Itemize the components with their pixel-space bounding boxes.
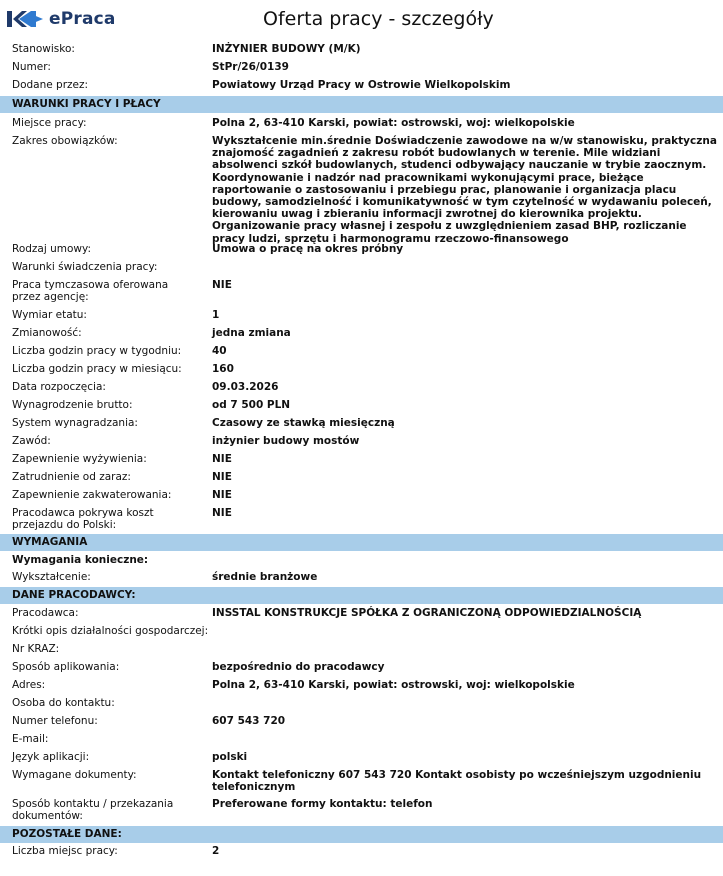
detail-label: Data rozpoczęcia: — [12, 381, 106, 393]
detail-label: Nr KRAZ: — [12, 643, 60, 655]
detail-value: od 7 500 PLN — [212, 399, 291, 411]
detail-row-numer — [0, 61, 723, 79]
detail-row-zakwaterowanie — [0, 489, 723, 507]
detail-value: 40 — [212, 345, 227, 357]
detail-value: 2 — [212, 845, 220, 857]
detail-row-opis-dzialalnosci — [0, 625, 723, 643]
detail-row-wyksztalcenie — [0, 571, 723, 587]
detail-label: Język aplikacji: — [12, 751, 90, 763]
logo-text: ePraca — [49, 9, 116, 29]
detail-label: Sposób kontaktu / przekazania dokumentów: — [12, 798, 174, 822]
detail-label: Liczba godzin pracy w miesiącu: — [12, 363, 182, 375]
section-header-warunki: WARUNKI PRACY I PŁACY — [0, 96, 723, 113]
section-header-pozostale: POZOSTAŁE DANE: — [0, 826, 723, 843]
detail-label: Rodzaj umowy: — [12, 243, 91, 255]
detail-value: NIE — [212, 453, 232, 465]
detail-label: System wynagradzania: — [12, 417, 138, 429]
detail-value: Preferowane formy kontaktu: telefon — [212, 798, 433, 810]
detail-label: Numer: — [12, 61, 51, 73]
detail-row-od-zaraz — [0, 471, 723, 489]
detail-label: Osoba do kontaktu: — [12, 697, 115, 709]
detail-value: Polna 2, 63-410 Karski, powiat: ostrowski, woj: wielkopolskie — [212, 117, 575, 129]
detail-row-sposob-kontaktu — [0, 798, 723, 826]
detail-row-godziny-tydzien — [0, 345, 723, 363]
detail-label: Zmianowość: — [12, 327, 82, 339]
section-header-dane-pracodawcy: DANE PRACODAWCY: — [0, 587, 723, 604]
detail-value: INŻYNIER BUDOWY (M/K) — [212, 43, 361, 55]
detail-value: 09.03.2026 — [212, 381, 279, 393]
subheading-wymagania-konieczne: Wymagania konieczne: — [12, 554, 149, 566]
detail-label: Zawód: — [12, 435, 51, 447]
detail-row-dodane-przez — [0, 79, 723, 95]
detail-row-wynagrodzenie — [0, 399, 723, 417]
detail-row-zawod — [0, 435, 723, 453]
detail-label: Liczba godzin pracy w tygodniu: — [12, 345, 182, 357]
page-title: Oferta pracy - szczegóły — [263, 8, 494, 30]
detail-value: NIE — [212, 507, 232, 519]
detail-row-praca-tymczasowa — [0, 279, 723, 309]
detail-row-liczba-miejsc — [0, 845, 723, 861]
detail-label: Stanowisko: — [12, 43, 75, 55]
detail-label: Wynagrodzenie brutto: — [12, 399, 133, 411]
detail-row-jezyk — [0, 751, 723, 769]
detail-label: Adres: — [12, 679, 46, 691]
detail-label: Warunki świadczenia pracy: — [12, 261, 158, 273]
detail-row-rodzaj-umowy — [0, 243, 723, 261]
detail-value: NIE — [212, 279, 232, 291]
detail-row-miejsce-pracy — [0, 117, 723, 135]
detail-label: Liczba miejsc pracy: — [12, 845, 118, 857]
detail-row-telefon — [0, 715, 723, 733]
detail-label: Pracodawca: — [12, 607, 79, 619]
detail-row-pracodawca — [0, 607, 723, 625]
detail-value: NIE — [212, 489, 232, 501]
detail-row-wymiar-etatu — [0, 309, 723, 327]
detail-value: Umowa o pracę na okres próbny — [212, 243, 404, 255]
detail-row-warunki-swiadczenia — [0, 261, 723, 279]
detail-value: 607 543 720 — [212, 715, 286, 727]
detail-label: Pracodawca pokrywa koszt przejazdu do Polski: — [12, 507, 154, 531]
detail-row-wyzywienie — [0, 453, 723, 471]
detail-value: jedna zmiana — [212, 327, 291, 339]
detail-label: Wymagane dokumenty: — [12, 769, 137, 781]
detail-label: Zatrudnienie od zaraz: — [12, 471, 131, 483]
detail-value: Wykształcenie min.średnie Doświadczenie zawodowe na w/w stanowisku, praktyczna znajomość zagadnień z zakresu robót budowlanych w terenie. Mile widziani absolwenci szkół budowlanych, studenci odbywający nauczanie w trybie zaocznym. Koordynowanie i nadzór nad pracownikami wykonującymi prace, bieżące raportowanie o zastosowaniu i przebiegu prac, planowanie i organizacja placu budowy, samodzielność i komunikatywność w tym czytelność w wydawaniu poleceń, kierowaniu uwag i zbieraniu informacji zwrotnej do kierownika projektu. Organizowanie pracy własnej i zespołu z uwzględnieniem zasad BHP, rozliczanie pracy ludzi, sprzętu i harmonogramu rzeczowo-finansowego — [212, 135, 717, 245]
detail-row-email — [0, 733, 723, 751]
epraca-logo[interactable] — [5, 8, 116, 30]
detail-label: Wymiar etatu: — [12, 309, 87, 321]
detail-row-koszt-przejazdu — [0, 507, 723, 534]
detail-row-sposob-aplikowania — [0, 661, 723, 679]
detail-value: 1 — [212, 309, 220, 321]
detail-value: NIE — [212, 471, 232, 483]
detail-row-adres — [0, 679, 723, 697]
page-header — [0, 0, 723, 40]
detail-label: Zakres obowiązków: — [12, 135, 118, 147]
detail-value: Kontakt telefoniczny 607 543 720 Kontakt osobisty po wcześniejszym uzgodnieniu telefonicznym — [212, 769, 702, 793]
detail-value: polski — [212, 751, 248, 763]
detail-value: Powiatowy Urząd Pracy w Ostrowie Wielkopolskim — [212, 79, 511, 91]
detail-value: INSSTAL KONSTRUKCJE SPÓŁKA Z OGRANICZONĄ ODPOWIEDZIALNOŚCIĄ — [212, 607, 642, 619]
detail-value: Polna 2, 63-410 Karski, powiat: ostrowski, woj: wielkopolskie — [212, 679, 575, 691]
detail-label: Sposób aplikowania: — [12, 661, 120, 673]
detail-row-zakres-obowiazkow — [0, 135, 723, 243]
detail-row-nr-kraz — [0, 643, 723, 661]
detail-label: Zapewnienie wyżywienia: — [12, 453, 147, 465]
detail-label: Praca tymczasowa oferowana przez agencję: — [12, 279, 169, 303]
detail-row-zmianowosc — [0, 327, 723, 345]
detail-row-wymagane-dokumenty — [0, 769, 723, 798]
detail-label: Miejsce pracy: — [12, 117, 87, 129]
detail-label: E-mail: — [12, 733, 49, 745]
section-header-wymagania: WYMAGANIA — [0, 534, 723, 551]
detail-row-godziny-miesiac — [0, 363, 723, 381]
detail-value: średnie branżowe — [212, 571, 318, 583]
detail-row-stanowisko — [0, 43, 723, 61]
detail-value: 160 — [212, 363, 234, 375]
detail-value: inżynier budowy mostów — [212, 435, 360, 447]
detail-row-data-rozpoczecia — [0, 381, 723, 399]
detail-label: Zapewnienie zakwaterowania: — [12, 489, 172, 501]
detail-value: Czasowy ze stawką miesięczną — [212, 417, 395, 429]
detail-label: Dodane przez: — [12, 79, 89, 91]
detail-label: Numer telefonu: — [12, 715, 98, 727]
detail-label: Krótki opis działalności gospodarczej: — [12, 625, 209, 637]
detail-label: Wykształcenie: — [12, 571, 91, 583]
detail-row-system-wynagradzania — [0, 417, 723, 435]
epraca-logo-icon — [5, 8, 45, 30]
offer-details — [0, 43, 723, 861]
detail-value: bezpośrednio do pracodawcy — [212, 661, 385, 673]
detail-value: StPr/26/0139 — [212, 61, 289, 73]
detail-row-osoba-kontakt — [0, 697, 723, 715]
